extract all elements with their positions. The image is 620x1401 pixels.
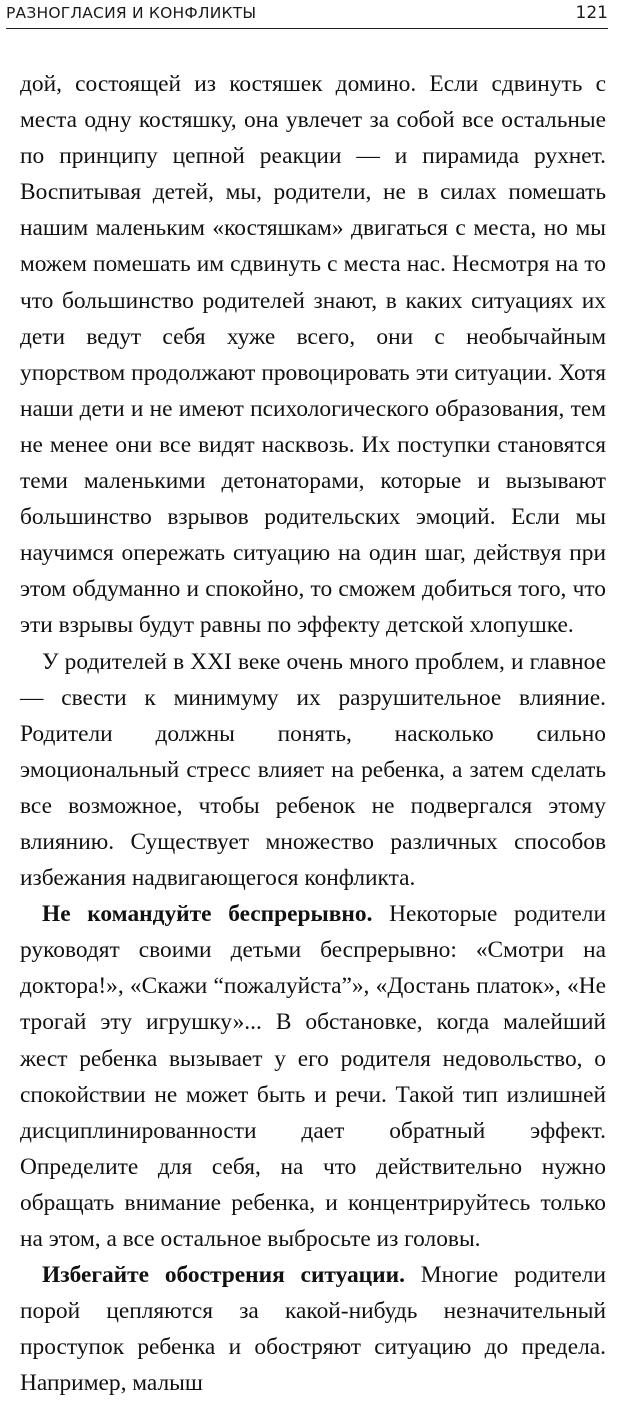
running-title: РАЗНОГЛАСИЯ И КОНФЛИКТЫ <box>6 4 257 22</box>
run-in-heading: Избегайте обострения ситуации. <box>42 1262 405 1289</box>
page-number: 121 <box>575 3 608 23</box>
paragraph-text: дой, состоящей из костяшек домино. Если сдвинуть с места одну костяшку, она увлечет за собой все остальные по принципу цепной реакции — и пирамида рухнет. Воспитывая детей, мы, родители, не в силах помешать нашим маленьким «костяшкам» двигаться с места, но мы можем помешать им сдвинуть с места нас. Несмотря на то что большинство родителей знают, в каких ситуациях их дети ведут себя хуже всего, они с необычайным упорством продолжают провоцировать эти ситуации. Хотя наши дети и не имеют психологического образования, тем не менее они все видят насквозь. Их поступки становятся теми маленькими детонаторами, которые и вызывают большинство взрывов родительских эмоций. Если мы научимся опережать ситуацию на один шаг, действуя при этом обдуманно и спокойно, то сможем добиться того, что эти взрывы будут равны по эффекту детской хлопушке. <box>20 71 606 639</box>
paragraph-avoid-escalation <box>20 1257 606 1401</box>
paragraph-text: Некоторые родители руководят своими детьми беспрерывно: «Смотри на доктора!», «Скажи “пожалуйста”», «Достань платок», «Не трогай эту игрушку»... В обстановке, когда малейший жест ребенка вызывает у его родителя недовольство, о спокойствии не может быть и речи. Такой тип излишней дисциплинированности дает обратный эффект. Определите для себя, на что действительно нужно обращать внимание ребенка, и концентрируйтесь только на этом, а все остальное выбросьте из головы. <box>20 901 606 1252</box>
body-text <box>20 66 606 1401</box>
paragraph-continuation <box>20 66 606 644</box>
paragraph-text: У родителей в XXI веке очень много проблем, и главное — свести к минимуму их разрушительное влияние. Родители должны понять, насколько сильно эмоциональный стресс влияет на ребенка, а затем сделать все возможное, чтобы ребенок не подвергался этому влиянию. Существует множество различных способов избежания надвигающегося конфликта. <box>20 648 606 892</box>
paragraph-do-not-command <box>20 896 606 1257</box>
run-in-heading: Не командуйте беспрерывно. <box>42 901 373 928</box>
paragraph-text: Многие родители порой цепляются за какой-нибудь незначительный проступок ребенка и обостряют ситуацию до предела. Например, малыш <box>20 1262 606 1397</box>
paragraph <box>20 644 606 897</box>
running-header <box>6 2 608 29</box>
